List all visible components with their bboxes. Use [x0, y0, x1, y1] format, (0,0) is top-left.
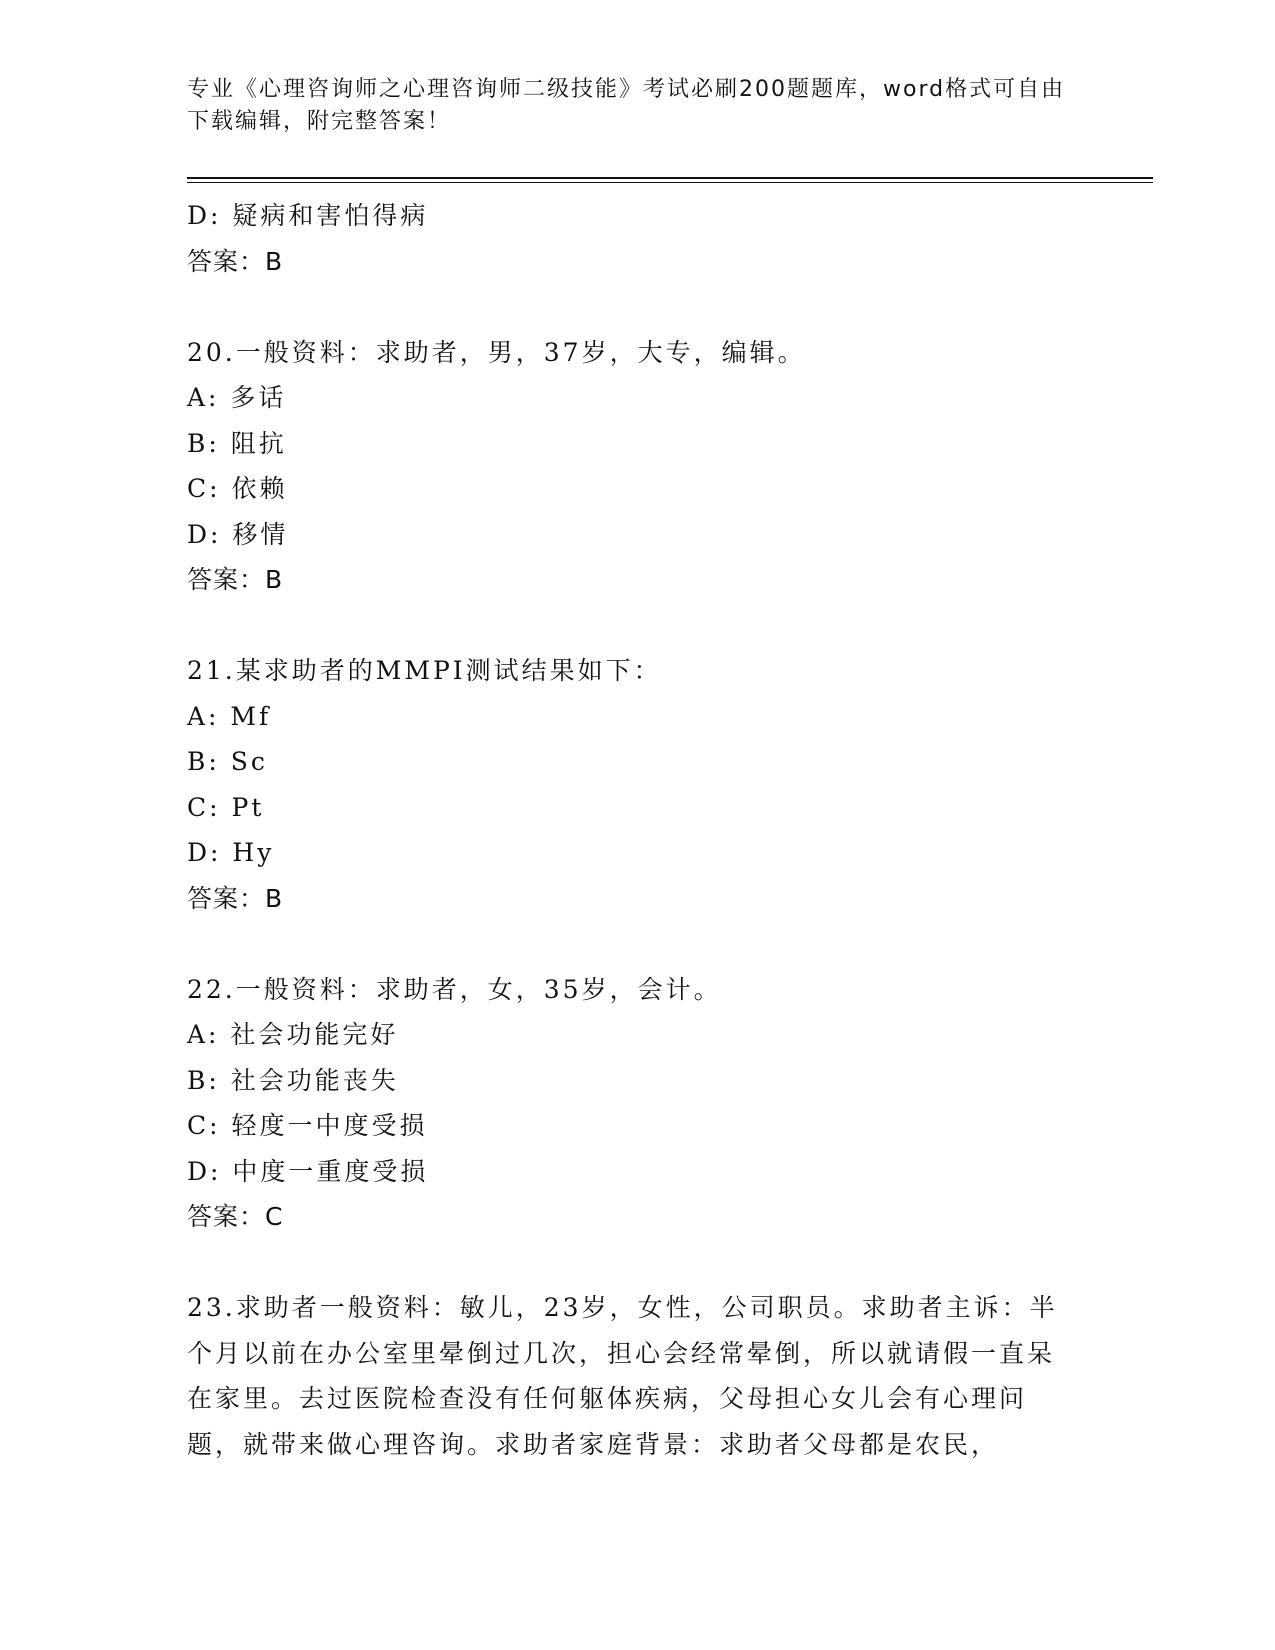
- answer-line: 答案：C: [187, 1202, 284, 1231]
- option-c: C: Pt: [187, 792, 265, 822]
- option-b: B: 社会功能丧失: [187, 1065, 399, 1095]
- option-b: B: Sc: [187, 747, 268, 776]
- answer-line: 答案：B: [187, 565, 284, 594]
- header-divider-thin: [187, 182, 1153, 183]
- spacer: [187, 284, 1087, 330]
- spacer: [187, 603, 1087, 649]
- option-a: A: Mf: [187, 701, 272, 731]
- option-c: C: 轻度一中度受损: [187, 1111, 428, 1140]
- question-text: 23.求助者一般资料：敏儿，23岁，女性，公司职员。求助者主诉：半个月以前在办公室里晕倒过几次，担心会经常晕倒，所以就请假一直呆在家里。去过医院检查没有任何躯体疾病，父母担心女儿会有心理问题，就带来做心理咨询。求助者家庭背景：求助者父母都是农民，: [187, 1293, 1058, 1459]
- question-text: 20.一般资料：求助者，男，37岁，大专，编辑。: [187, 337, 806, 367]
- option-b: B: 阻抗: [187, 428, 287, 458]
- question-20: [187, 330, 1087, 603]
- option-d: D: Hy: [187, 838, 275, 867]
- document-description: 专业《心理咨询师之心理咨询师二级技能》考试必刷200题题库，word格式可自由下载编辑，附完整答案！: [187, 77, 1066, 134]
- question-22: [187, 967, 1087, 1240]
- question-text: 21.某求助者的MMPI测试结果如下：: [187, 656, 662, 685]
- option-a: A: 社会功能完好: [187, 1020, 399, 1049]
- option-c: C: 依赖: [187, 474, 288, 503]
- header-divider-thick: [187, 177, 1153, 179]
- option-d: D: 移情: [187, 519, 289, 549]
- question-text: 22.一般资料：求助者，女，35岁，会计。: [187, 974, 722, 1004]
- spacer: [187, 921, 1087, 967]
- question-list: [187, 193, 1087, 1467]
- answer-line: 答案：B: [187, 883, 284, 913]
- option-d: D: 中度一重度受损: [187, 1156, 429, 1186]
- spacer: [187, 1240, 1087, 1286]
- question-23: [187, 1285, 1087, 1467]
- answer-line: 答案：B: [187, 246, 284, 276]
- option-d: D: 疑病和害怕得病: [187, 201, 429, 230]
- option-a: A: 多话: [187, 383, 287, 412]
- question-21: [187, 648, 1087, 921]
